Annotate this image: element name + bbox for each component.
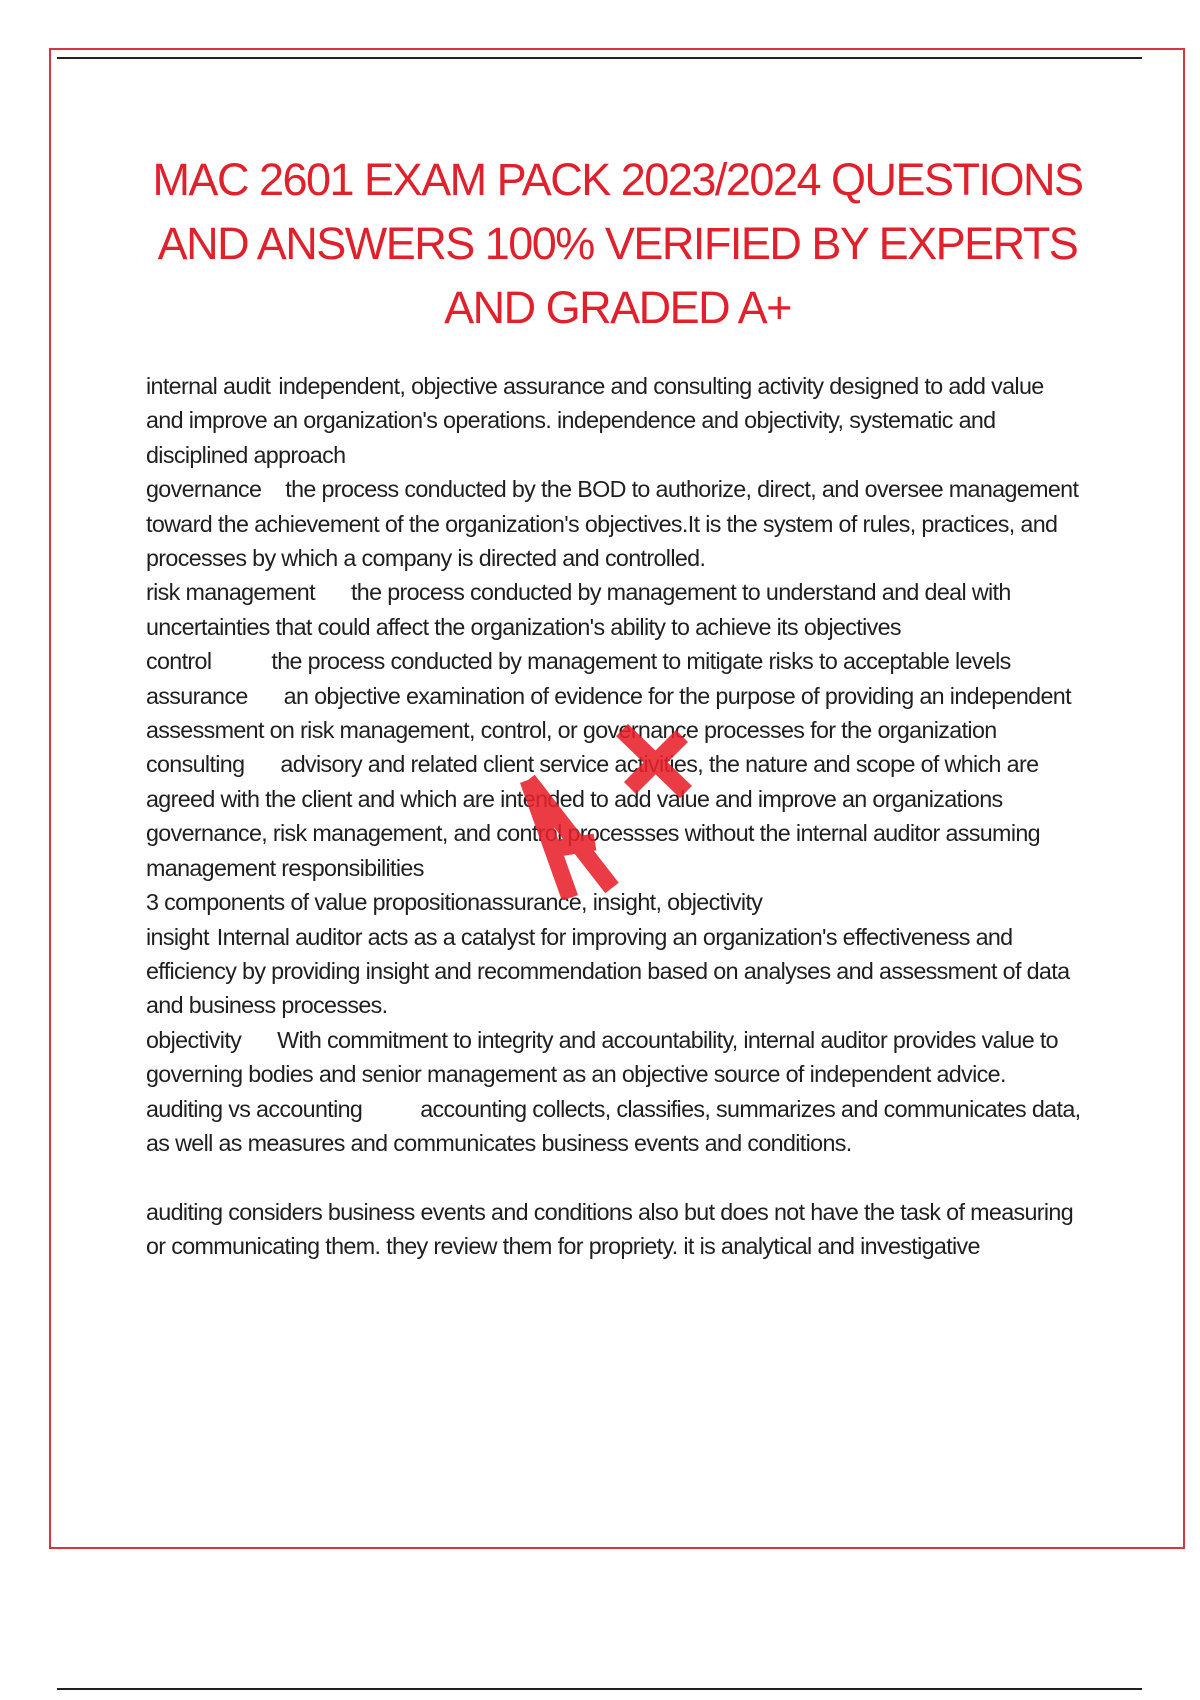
entry-auditing-vs-accounting: [146, 1092, 1086, 1161]
definition: the process conducted by management to mitigate risks to acceptable levels: [271, 648, 1011, 675]
entry-assurance: [146, 679, 1086, 748]
term: governance: [146, 476, 262, 503]
definition: With commitment to integrity and accountability, internal auditor provides value to governing bodies and senior management as an objective source of independent advice.: [146, 1026, 1058, 1088]
document-body: [146, 369, 1086, 1264]
term: internal audit: [146, 373, 271, 399]
title-line: AND GRADED A+: [444, 282, 791, 333]
definition: an objective examination of evidence for the purpose of providing an independent assessment on risk management, control, or governance processes for the organization: [146, 682, 1071, 744]
title-line: MAC 2601 EXAM PACK 2023/2024 QUESTIONS: [152, 154, 1083, 205]
entry-value-proposition: [146, 885, 1086, 919]
continuation-paragraph: auditing considers business events and conditions also but does not have the task of measuring or communicating them. they review them for propriety. it is analytical and investigative: [146, 1198, 1074, 1260]
top-rule: [57, 57, 1142, 59]
term: insight: [146, 923, 209, 950]
term: auditing vs accounting: [146, 1095, 363, 1122]
entry-control: [146, 644, 1086, 678]
entry-governance: [146, 472, 1086, 575]
term: assurance: [146, 682, 248, 709]
document-title: [110, 148, 1125, 340]
entry-consulting: [146, 747, 1086, 885]
definition: advisory and related client service activities, the nature and scope of which are agreed with the client and which are intended to add value and improve an organizations governance, risk management, and control processses without the internal auditor assuming management responsibilities: [146, 751, 1040, 881]
entry-risk-management: [146, 575, 1086, 644]
term: control: [146, 648, 212, 675]
entry-insight: [146, 920, 1086, 1023]
bottom-rule: [57, 1688, 1142, 1690]
definition: accounting collects, classifies, summarizes and communicates data, as well as measures and communicates business events and conditions.: [146, 1095, 1081, 1156]
term: objectivity: [146, 1026, 242, 1053]
term: 3 components of value proposition: [146, 889, 480, 916]
definition: Internal auditor acts as a catalyst for improving an organization's effectiveness and efficiency by providing insight and recommendation based on analyses and assessment of data and business processes.: [146, 923, 1070, 1019]
definition: the process conducted by the BOD to authorize, direct, and oversee management toward the achievement of the organization's objectives.It is the system of rules, practices, and processes by which a company is directed and controlled.: [146, 476, 1079, 572]
definition: the process conducted by management to understand and deal with uncertainties that could affect the organization's ability to achieve its objectives: [146, 579, 1011, 640]
entry-internal-audit: [146, 369, 1086, 472]
title-line: AND ANSWERS 100% VERIFIED BY EXPERTS: [157, 218, 1078, 269]
blank-line: [146, 1160, 1086, 1194]
term: consulting: [146, 751, 245, 778]
entry-objectivity: [146, 1023, 1086, 1092]
term: risk management: [146, 579, 315, 606]
definition: assurance, insight, objectivity: [479, 889, 763, 916]
definition: independent, objective assurance and consulting activity designed to add value and improve an organization's operations. independence and objectivity, systematic and disciplined approach: [146, 373, 1044, 468]
